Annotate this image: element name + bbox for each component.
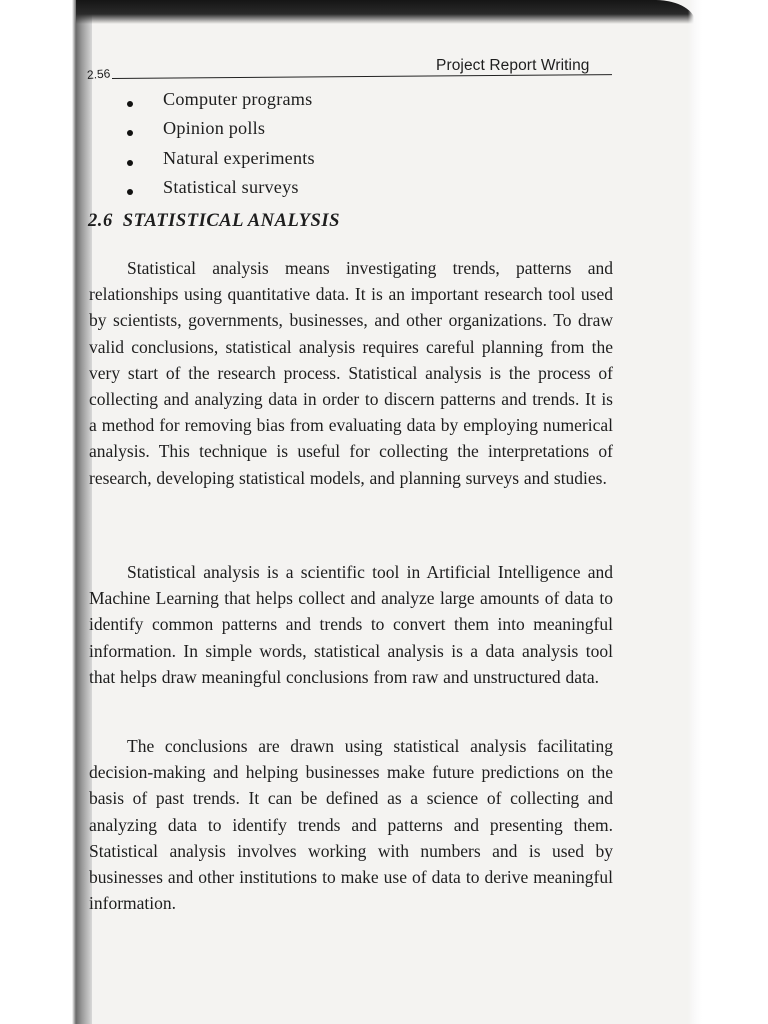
list-item [120,144,315,173]
bullet-icon [127,160,133,166]
bullet-list [120,85,315,202]
section-heading [88,210,340,232]
section-number: 2.6 [88,210,113,231]
list-item [120,173,315,202]
body-paragraph-3: The conclusions are drawn using statistical analysis facilitating decision-making and helping businesses make future predictions on the basis of past trends. It can be defined as a science of collecting and analyzing data to identify trends and patterns and presenting them. Statistical analysis involves working with numbers and is used by businesses and other institutions to make use of data to derive meaningful information. [89,736,613,914]
bullet-icon [127,130,133,136]
header-rule [112,74,612,79]
list-item [120,85,315,114]
bullet-icon [127,101,133,107]
list-item [120,114,315,143]
list-item-text: Opinion polls [163,118,266,139]
body-paragraph-1: Statistical analysis means investigating trends, patterns and relationships using quantitative data. It is an important research tool used by scientists, governments, businesses, and other organizations. To draw valid conclusions, statistical analysis requires careful planning from the very start of the research process. Statistical analysis is the process of collecting and analyzing data in order to discern patterns and trends. It is a method for removing bias from evaluating data by employing numerical analysis. This technique is useful for collecting the interpretations of research, developing statistical models, and planning surveys and studies. [89,258,613,488]
section-title: STATISTICAL ANALYSIS [122,210,340,231]
page-right-margin [688,0,768,1024]
page-binding-shadow [0,0,92,1024]
body-paragraph-2: Statistical analysis is a scientific tool in Artificial Intelligence and Machine Learning that helps collect and analyze large amounts of data to identify common patterns and trends to convert them into meaningful information. In simple words, statistical analysis is a data analysis tool that helps draw meaningful conclusions from raw and unstructured data. [89,562,613,687]
list-item-text: Computer programs [163,89,313,109]
running-header: Project Report Writing [436,57,590,74]
list-item-text: Statistical surveys [163,176,299,197]
page-top-shadow [76,0,696,24]
list-item-text: Natural experiments [163,147,315,168]
bullet-icon [127,189,133,195]
page-number: 2.56 [86,66,111,82]
